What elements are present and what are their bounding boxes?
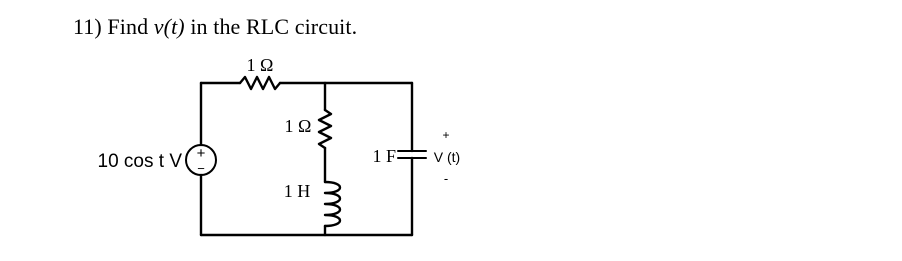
question-variable: v(t) <box>153 14 185 39</box>
inductor-label: 1 H <box>283 181 311 201</box>
inductor-coil <box>325 182 340 226</box>
shunt-resistor-label: 1 Ω <box>284 116 312 136</box>
shunt-resistor-zigzag <box>319 110 331 148</box>
source-label: 10 cos t V <box>97 151 182 172</box>
source-plus-sign: + <box>196 145 206 162</box>
output-minus-sign: - <box>443 171 449 186</box>
source-minus-sign: − <box>197 161 205 176</box>
series-resistor-zigzag <box>240 77 280 89</box>
capacitor-label: 1 F <box>372 146 396 166</box>
series-resistor-label: 1 Ω <box>246 55 274 75</box>
output-plus-sign: + <box>442 128 450 142</box>
question-lead: Find <box>107 14 149 39</box>
question-number: 11) <box>73 14 102 39</box>
question-rest: in the RLC circuit. <box>190 14 358 39</box>
output-voltage-label: V (t) <box>433 149 461 165</box>
